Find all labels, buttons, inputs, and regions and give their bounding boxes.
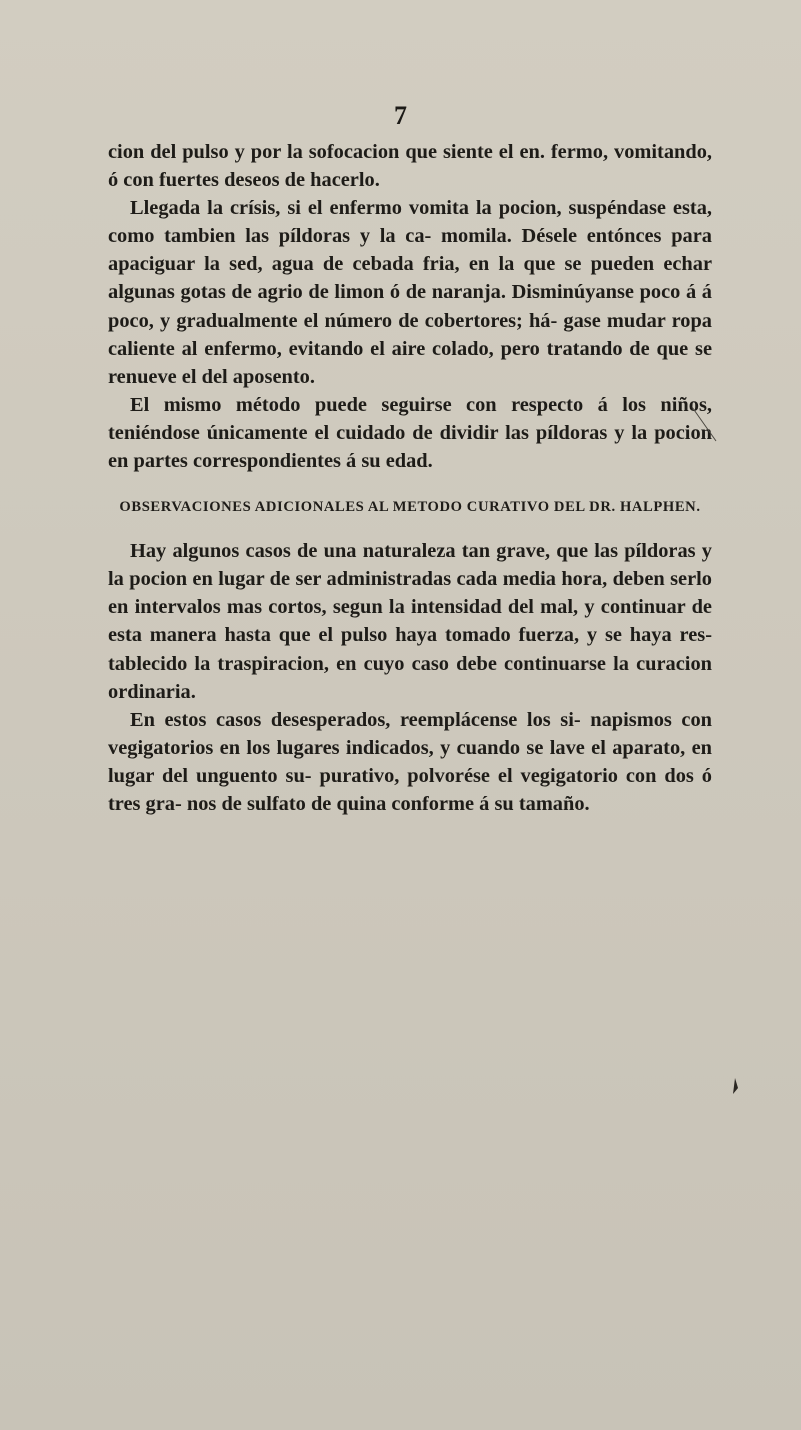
- paragraph-crisis: Llegada la crísis, si el enfermo vomita la pocion, suspéndase esta, como tambien las píldoras y la ca- momila. Désele entónces para apaciguar la sed, agua de cebada fria, en la que se pueden echar algunas gotas de agrio de limon ó de naranja. Disminúyanse poco á á poco, y gradualmente el número de cobertores; há- gase mudar ropa caliente al enfermo, evitando el aire colado, pero tratando de que se renueve el del aposento.: [108, 197, 712, 388]
- page-number: 7: [394, 101, 407, 130]
- body-text: [108, 138, 712, 818]
- stray-pencil-mark-icon: [690, 405, 720, 445]
- paragraph-children: El mismo método puede seguirse con respecto á los niños, teniéndose únicamente el cuidado de dividir las píldoras y la pocion en partes correspondientes á su edad.: [108, 393, 712, 473]
- paragraph-grave-cases: Hay algunos casos de una naturaleza tan grave, que las píldoras y la pocion en lugar de ser administradas cada media hora, deben serlo en intervalos mas cortos, segun la intensidad del mal, y continuar de esta manera hasta que el pulso haya tomado fuerza, y se haya res- tablecido la traspiracion, en cuyo caso debe continuarse la curacion ordinaria.: [108, 540, 712, 703]
- stray-speck-icon: [728, 1076, 742, 1096]
- paragraph-desperate-cases: En estos casos desesperados, reemplácense los si- napismos con vegigatorios en los lugares indicados, y cuando se lave el aparato, en lugar del unguento su- purativo, polvorése el vegigatorio con dos ó tres gra- nos de sulfato de quina conforme á su tamaño.: [108, 708, 712, 815]
- paragraph-continuation: cion del pulso y por la sofocacion que siente el en. fermo, vomitando, ó con fuertes deseos de hacerlo.: [108, 141, 712, 192]
- section-heading: OBSERVACIONES ADICIONALES AL METODO CURATIVO DEL DR. HALPHEN.: [119, 499, 701, 516]
